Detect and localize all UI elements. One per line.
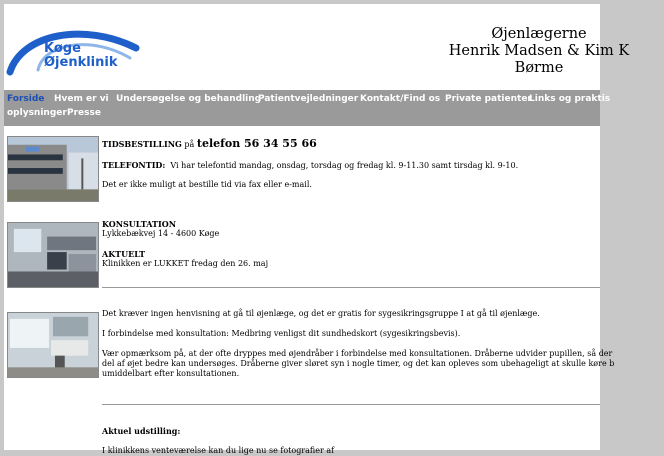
nav-item-presse[interactable]: Presse [67,108,101,118]
no-fax-note: Det er ikke muligt at bestille tid via fax eller e-mail. [102,180,312,189]
nav-item-private-patienter[interactable]: Private patienter [445,94,532,104]
logo-text-line2: Øjenklinik [44,55,118,70]
nav-item-kontakt[interactable]: Kontakt/Find os [360,94,441,104]
news-label: AKTUELT [102,249,146,259]
phone-hours [102,160,518,171]
nav-item-oplysninger[interactable]: oplysninger [7,108,67,118]
exhibition-text: I klinikkens venteværelse kan du lige nu se fotografier af [102,446,335,455]
nav-item-forside[interactable]: Forside [7,94,45,104]
treatment-chair-photo [7,312,99,378]
exhibition-label: Aktuel udstilling: [102,426,181,436]
nav-item-undersoegelse[interactable]: Undersøgelse og behandling [116,94,262,104]
divider [102,404,600,405]
clinic-title-line2: Henrik Madsen & Kim K [448,43,630,59]
nav-item-patientvejledninger[interactable]: Patientvejledninger [258,94,359,104]
clinic-logo[interactable] [4,18,144,80]
examination-room-photo [7,222,99,288]
clinic-building-photo [7,136,99,202]
clinic-title [414,26,664,77]
clinic-title-line3: Børme [514,60,564,76]
phone-hours-label: TELEFONTID: [102,160,166,170]
booking-phone[interactable]: telefon 56 34 55 66 [196,137,317,150]
consultation-label: KONSULTATION [102,219,177,229]
info-eye-drops-line3: umiddelbart efter konsultationen. [102,369,240,378]
site-header [4,4,630,90]
booking-line [102,139,317,150]
consultation-address: Lykkebækvej 14 - 4600 Køge [102,229,220,238]
nav-item-links[interactable]: Links og praktis [529,94,611,104]
logo-text-line1: Køge [44,41,81,56]
phone-hours-text: Vi har telefontid mandag, onsdag, torsdag og fredag kl. 9-11.30 samt tirsdag kl. 9-10. [170,161,519,170]
info-eye-drops-line1: Vær opmærksom på, at der ofte dryppes med øjendråber i forbindelse med konsultationen. Dråberne udvider pupillen, så der [102,349,613,358]
info-eye-drops-line2: del af øjet bedre kan undersøges. Dråberne giver sløret syn i nogle timer, og det kan opleves som ubehageligt at skulle køre b [102,359,615,368]
nav-item-hvem-er-vi[interactable]: Hvem er vi [54,94,109,104]
info-health-card: I forbindelse med konsultation: Medbring venligst dit sundhedskort (sygesikringsbevis). [102,329,461,338]
booking-middle: på [181,140,197,149]
page [4,4,630,455]
news-text: Klinikken er LUKKET fredag den 26. maj [102,259,269,268]
clinic-title-line1: Øjenlægerne [491,26,587,42]
main-nav [4,90,611,126]
info-referral: Det kræver ingen henvisning at gå til øjenlæge, og det er gratis for sygesikringsgruppe I at gå til øjenlæge. [102,309,540,318]
booking-prefix: TIDSBESTILLING [102,139,182,149]
divider [102,287,600,288]
